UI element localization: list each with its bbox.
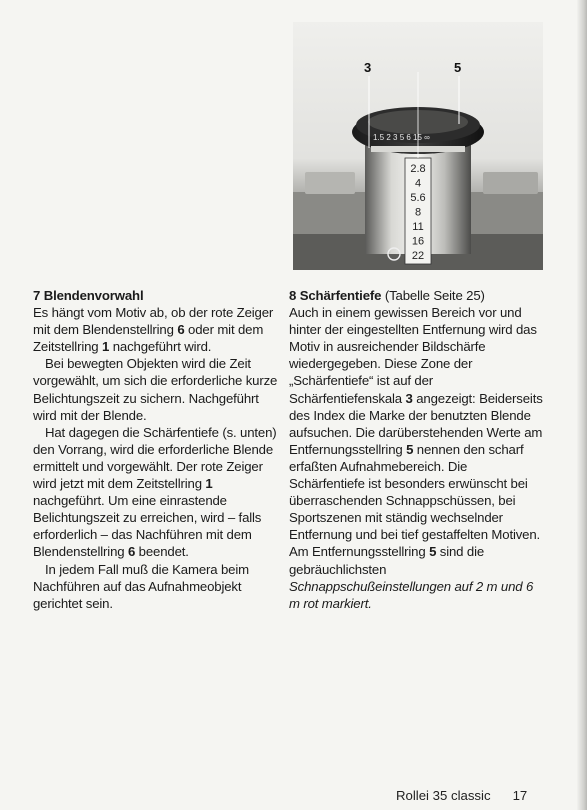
- aperture-value: 5.6: [410, 192, 426, 204]
- paragraph: Bei bewegten Objekten wird die Zeit vorgewählt, um sich die erforderliche kurze Belichtungszeit zu sichern. Nachgeführt wird mit der Blende.: [33, 356, 278, 423]
- aperture-value: 11: [412, 221, 424, 233]
- aperture-value: 16: [411, 235, 425, 248]
- aperture-value: 8: [414, 206, 422, 219]
- paragraph: Hat dagegen die Schärfentiefe (s. unten) den Vorrang, wird die erforderliche Blende ermittelt und vorgewählt. Der rote Zeiger wird jetzt mit dem Zeitstellring 1 nachgeführt. Um eine einrastende Belichtungszeit zu erreichen, wird – falls erforderlich – das Nachführen mit dem Blendenstellring 6 beendet.: [33, 424, 277, 560]
- paragraph: Auch in einem gewissen Bereich vor und hinter der eingestellten Entfernung wird das Motiv in ausreichender Bildschärfe wiedergegeben. Diese Zone der „Schärfentiefe“ ist auf der Schärfentiefenskala 3 angezeigt: Beiderseits des Index die Marke der benutzten Blende aufsuchen. Die darüberstehenden Werte am Entfernungsstellring 5 nennen den scharf erfaßten Aufnahmebereich. Die Schärfentiefe ist besonders erwünscht bei überraschenden Schnappschüssen, bei Sportszenen mit ständig wechselnder Entfernung und bei tief gestaffelten Motiven. Am Entfernungsstellring 5 sind die gebräuchlichsten Schnappschußeinstellungen auf 2 m und 6 m rot markiert.: [289, 305, 543, 611]
- aperture-value: 22: [411, 250, 425, 262]
- page-number: 17: [512, 788, 528, 803]
- distance-scale: 1.5 2 3 5 6 15 ∞: [373, 133, 430, 142]
- page-footer: [396, 788, 527, 803]
- lens-photo: [293, 22, 543, 270]
- lens-illustration: [293, 22, 543, 270]
- section-heading: [289, 287, 545, 304]
- callout-3: 3: [364, 60, 372, 75]
- section-title: Blendenvorwahl: [43, 288, 144, 303]
- footer-title: Rollei 35 classic: [396, 788, 491, 803]
- paragraph: Es hängt vom Motiv ab, ob der rote Zeiger mit dem Blendenstellring 6 oder mit dem Zeitstellring 1 nachgeführt wird.: [33, 305, 274, 355]
- aperture-value: 2.8: [410, 163, 426, 175]
- section-aperture-priority: [33, 287, 283, 612]
- callout-5: 5: [454, 60, 462, 75]
- page-edge: [577, 0, 587, 810]
- paragraph: In jedem Fall muß die Kamera beim Nachführen auf das Aufnahmeobjekt gerichtet sein.: [33, 561, 249, 611]
- section-title: Schärfentiefe: [299, 288, 382, 303]
- aperture-value: 4: [414, 177, 422, 190]
- section-depth-of-field: [289, 287, 545, 612]
- section-number: 8: [289, 288, 297, 303]
- section-number: 7: [33, 288, 41, 303]
- table-reference: (Tabelle Seite 25): [384, 288, 485, 303]
- section-heading: [33, 287, 283, 304]
